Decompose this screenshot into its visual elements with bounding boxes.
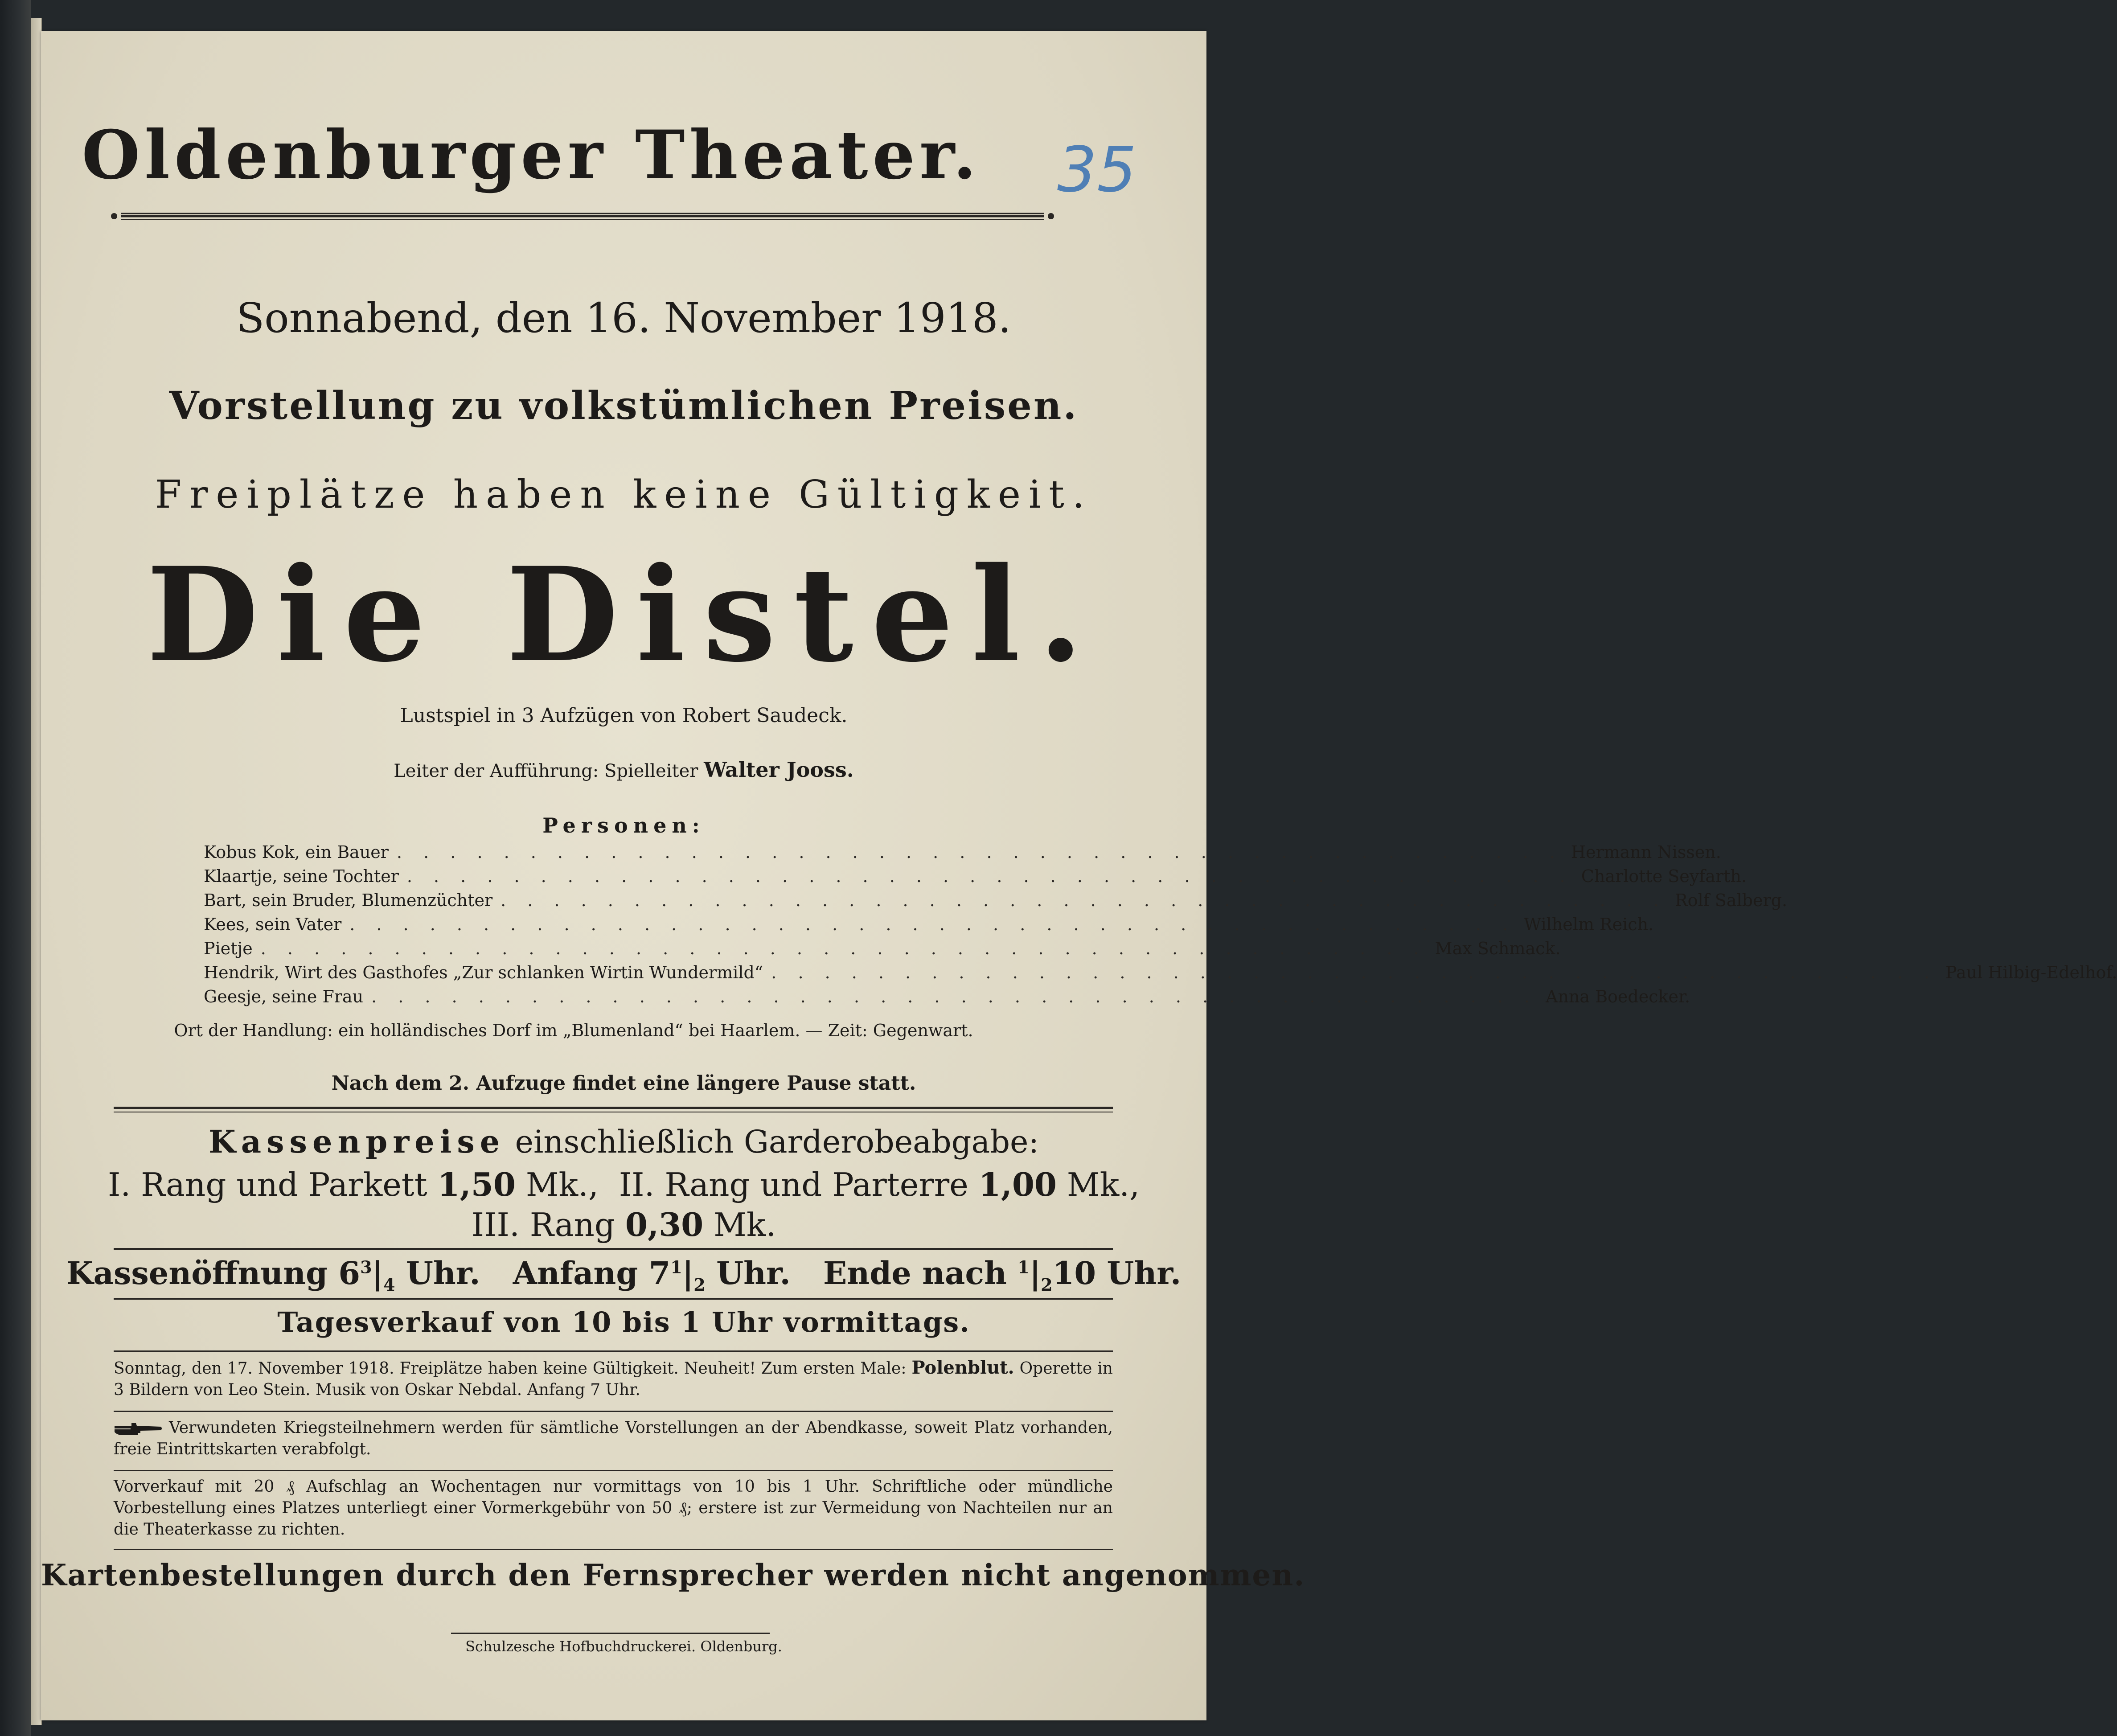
wounded-notice [114,1417,1113,1460]
rang3-price: 0,30 [625,1206,704,1244]
end-label: Ende nach [823,1255,1007,1292]
cast-heading: Personen: [542,813,705,837]
prices-label-suffix: einschließlich Garderobeabgabe: [515,1124,1039,1160]
cast-row: Klaartje, seine Tochter . . . . . . . . . . . . . . . . . . . . . . . . . . . . . . . . . . . . . . . . . . . . Charlotte Seyfarth. [204,866,1747,886]
performance-note: Vorstellung zu volkstümlichen Preisen. [169,383,1079,428]
cast-role: Klaartje, seine Tochter [204,866,399,886]
divider [114,1298,1113,1300]
start-label: Anfang [513,1255,638,1292]
phone-notice: Kartenbestellungen durch den Fernsprecher werden nicht angenommen. [41,1558,1305,1592]
cast-row: Kees, sein Vater . . . . . . . . . . . . . . . . . . . . . . . . . . . . . . . . . . . . . . . . . . . . Wilhelm Reich. [204,915,1654,934]
director-label: Leiter der Aufführung: Spielleiter [394,761,698,781]
ornamental-rule [108,209,1057,223]
cast-actor: Hermann Nissen. [1571,842,1721,862]
rang1-text: I. Rang und Parkett [107,1166,427,1203]
divider [114,1549,1113,1550]
prices-row-1 [41,1166,1206,1203]
start-time: $7^1|_2$ [648,1255,706,1295]
free-seats-note: Freiplätze haben keine Gültigkeit. [155,472,1093,517]
setting-line: Ort der Handlung: ein holländisches Dorf im „Blumenland“ bei Haarlem. — Zeit: Gegenwart. [174,1021,973,1040]
day-sale-line: Tagesverkauf von 10 bis 1 Uhr vormittags. [277,1306,970,1338]
cast-list [204,842,2117,1011]
divider [114,1350,1113,1352]
intermission-note: Nach dem 2. Aufzuge findet eine längere Pause statt. [331,1072,916,1095]
cast-role: Kees, sein Vater [204,915,342,934]
divider [114,1107,1113,1109]
theater-title: Oldenburger Theater. [82,116,981,194]
cast-actor: Max Schmack. [1435,939,1561,958]
printer-imprint: Schulzesche Hofbuchdruckerei. Oldenburg. [465,1638,782,1655]
prices-heading [41,1123,1206,1160]
cast-role: Kobus Kok, ein Bauer [204,842,389,862]
presale-notice: Vorverkauf mit 20 ₰ Aufschlag an Wochentagen nur vormittags von 10 bis 1 Uhr. Schriftliche oder mündliche Vorbestellung eines Platzes unterliegt einer Vormerkgebühr von 50 ₰; erstere ist zur Vermeidung von Nachteilen nur an die Theaterkasse zu richten. [114,1477,1113,1539]
cast-actor: Paul Hilbig-Edelhof. [1945,963,2117,982]
cast-role: Geesje, seine Frau [204,987,364,1006]
sunday-play: Polenblut. [911,1357,1014,1378]
rang1-unit: Mk., [525,1166,599,1203]
director-name: Walter Jooss. [704,758,854,782]
opening-time: $6^3|_4$ [338,1255,395,1295]
cast-actor: Wilhelm Reich. [1524,915,1654,934]
cast-actor: Rolf Salberg. [1675,891,1788,910]
cast-row: Kobus Kok, ein Bauer . . . . . . . . . . . . . . . . . . . . . . . . . . . . . . . . . . . . . . . . . . . . Hermann Nissen. [204,842,1721,862]
cast-row: Geesje, seine Frau . . . . . . . . . . . . . . . . . . . . . . . . . . . . . . . . . . . . . . . . . . . . Anna Boedecker. [204,987,1690,1006]
wounded-text: Verwundeten Kriegsteilnehmern werden für sämtliche Vorstellungen an der Abendkasse, soweit Platz vorhanden, freie Eintrittskarten verabfolgt. [114,1419,1113,1458]
handwritten-archive-number: 35 [1057,134,1137,206]
cast-actor: Charlotte Seyfarth. [1581,866,1747,886]
cast-role: Bart, sein Bruder, Blumenzüchter [204,891,493,910]
cast-row: Hendrik, Wirt des Gasthofes „Zur schlanken Wirtin Wundermild“ . . . . . . . . . . . . . . . . . . . . . . . . . . . . . . . . . . . . . . . . . . . . Paul Hilbig-Edelhof. [204,963,2117,982]
times-line [41,1255,1206,1295]
prices-row-2 [41,1206,1206,1244]
end-unit: Uhr. [1107,1255,1182,1292]
cast-row: Bart, sein Bruder, Blumenzüchter . . . . . . . . . . . . . . . . . . . . . . . . . . . . . . . . . . . . . . . . . . . . Rolf Salberg. [204,891,1788,910]
end-time: $^1|_210$ [1017,1255,1096,1295]
pointing-hand-icon [114,1421,163,1436]
rang2-text: II. Rang und Parterre [619,1166,968,1203]
cast-role: Pietje [204,939,253,958]
divider [114,1470,1113,1471]
opening-label: Kassenöffnung [66,1255,328,1292]
rang3-text: III. Rang [471,1206,615,1244]
playbill-page [41,31,2117,1720]
play-subtitle: Lustspiel in 3 Aufzügen von Robert Saudeck. [400,704,848,727]
divider [114,1411,1113,1412]
rang1-price: 1,50 [437,1166,516,1203]
book-binding [0,0,31,1736]
sunday-text: Sonntag, den 17. November 1918. Freiplätze haben keine Gültigkeit. Neuheit! Zum ersten Male: [114,1359,907,1378]
divider [114,1248,1113,1250]
rang3-unit: Mk. [714,1206,776,1244]
play-title: Die Distel. [146,539,1101,691]
start-unit: Uhr. [716,1255,791,1292]
page-edge [31,18,42,1725]
rang2-price: 1,00 [978,1166,1057,1203]
printer-rule [451,1633,770,1634]
prices-label: Kassenpreise [208,1123,505,1160]
rang2-unit: Mk., [1067,1166,1140,1203]
performance-date: Sonnabend, den 16. November 1918. [236,294,1011,342]
cast-row: Pietje . . . . . . . . . . . . . . . . . . . . . . . . . . . . . . . . . . . . . . . . . . . . Max Schmack. [204,939,1561,958]
sunday-text-2: Operette in 3 Bildern von Leo Stein. Musik von Oskar Nebdal. Anfang 7 Uhr. [114,1359,1113,1399]
sunday-notice [114,1357,1113,1401]
cast-role: Hendrik, Wirt des Gasthofes „Zur schlanken Wirtin Wundermild“ [204,963,763,982]
cast-actor: Anna Boedecker. [1546,987,1690,1006]
opening-unit: Uhr. [406,1255,480,1292]
director-line [41,758,1206,782]
